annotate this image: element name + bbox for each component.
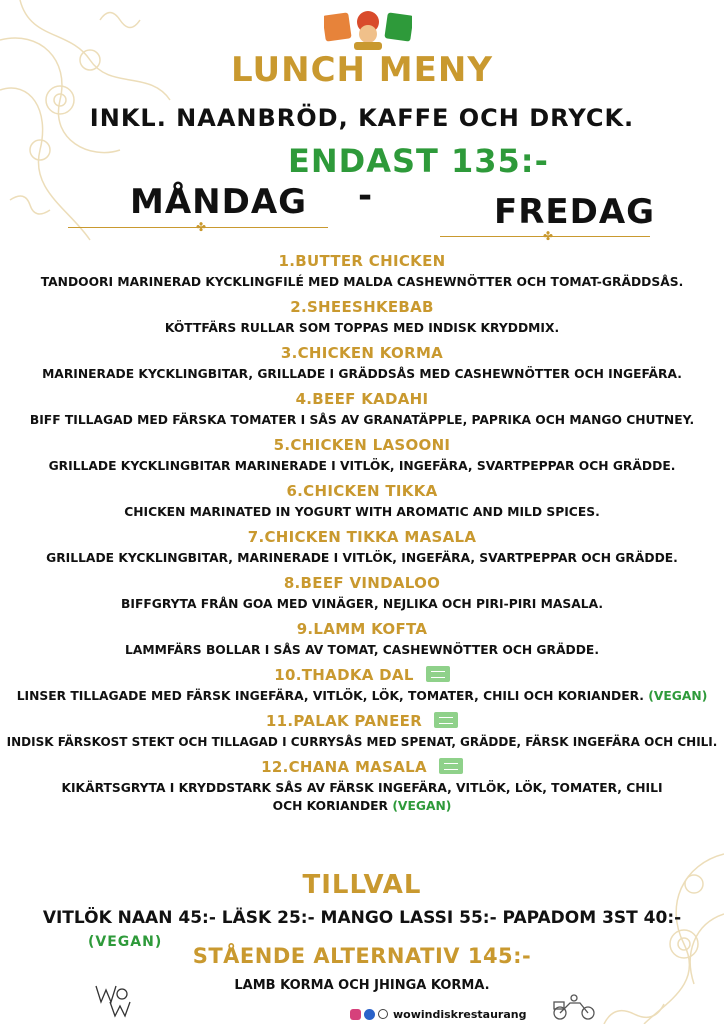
menu-title: LUNCH MENY: [231, 50, 493, 90]
menu-item: [0, 526, 724, 572]
menu-item-name: 11.PALAK PANEER: [265, 712, 423, 730]
menu-subtitle: INKL. NAANBRÖD, KAFFE OCH DRYCK.: [89, 104, 635, 132]
wow-signature-logo: [92, 972, 138, 1018]
menu-item-desc: TANDOORI MARINERAD KYCKLINGFILÉ MED MALDA CASHEWNÖTTER OCH TOMAT-GRÄDDSÅS.: [40, 275, 684, 289]
menu-item: [0, 296, 724, 342]
vegan-badge-icon: [439, 758, 463, 774]
menu-item: [0, 756, 724, 815]
vegan-label: (VEGAN): [392, 799, 452, 813]
menu-item-name: 6.CHICKEN TIKKA: [286, 482, 438, 500]
social-bar: [350, 1006, 527, 1022]
menu-item-desc-row: [0, 687, 724, 710]
vegan-badge-icon: [434, 712, 458, 728]
menu-item-name: 12.CHANA MASALA: [261, 758, 427, 776]
lunch-price: ENDAST 135:-: [288, 142, 549, 180]
menu-item-name: 5.CHICKEN LASOONI: [273, 436, 451, 454]
ornament-icon: ✤: [543, 229, 554, 243]
menu-list: [0, 250, 724, 815]
tillval-vegan-label: (VEGAN): [88, 934, 163, 950]
menu-item-desc: MARINERADE KYCKLINGBITAR, GRILLADE I GRÄDDSÅS MED CASHEWNÖTTER OCH INGEFÄRA.: [42, 367, 682, 381]
standing-title: STÅENDE ALTERNATIV 145:-: [192, 944, 532, 968]
menu-item-name: 2.SHEESHKEBAB: [290, 298, 434, 316]
menu-item-name-row: [0, 664, 724, 687]
menu-item-name: 7.CHICKEN TIKKA MASALA: [247, 528, 477, 546]
menu-item-name: 8.BEEF VINDALOO: [283, 574, 441, 592]
ornament-icon: ✤: [196, 220, 207, 234]
menu-item-desc: CHICKEN MARINATED IN YOGURT WITH AROMATIC AND MILD SPICES.: [124, 505, 600, 519]
menu-item-name: 9.LAMM KOFTA: [296, 620, 428, 638]
menu-item: [0, 250, 724, 296]
menu-item-desc: INDISK FÄRSKOST STEKT OCH TILLAGAD I CURRYSÅS MED SPENAT, GRÄDDE, FÄRSK INGEFÄRA OCH CHILI.: [6, 735, 718, 749]
facebook-icon[interactable]: [364, 1009, 375, 1020]
menu-item-desc: KÖTTFÄRS RULLAR SOM TOPPAS MED INDISK KRYDDMIX.: [164, 321, 560, 335]
menu-item: [0, 434, 724, 480]
menu-item-desc: GRILLADE KYCKLINGBITAR, MARINERADE I VITLÖK, INGEFÄRA, SVARTPEPPAR OCH GRÄDDE.: [46, 551, 678, 565]
tillval-title: TILLVAL: [302, 870, 422, 900]
social-handle[interactable]: wowindiskrestaurang: [393, 1007, 527, 1021]
restaurant-logo-icon: [324, 8, 412, 52]
menu-item-desc-cont: OCH KORIANDER: [272, 799, 389, 813]
menu-item-desc: KIKÄRTSGRYTA I KRYDDSTARK SÅS AV FÄRSK INGEFÄRA, VITLÖK, LÖK, TOMATER, CHILI: [61, 781, 663, 795]
day-dash: -: [358, 176, 374, 216]
menu-item-name: 1.BUTTER CHICKEN: [278, 252, 446, 270]
menu-item-desc: BIFFGRYTA FRÅN GOA MED VINÄGER, NEJLIKA OCH PIRI-PIRI MASALA.: [121, 597, 603, 611]
menu-item: [0, 388, 724, 434]
instagram-icon[interactable]: [350, 1009, 361, 1020]
menu-item: [0, 618, 724, 664]
menu-item-desc-row: [0, 779, 724, 815]
day-to: FREDAG: [494, 192, 656, 232]
menu-item-name: 3.CHICKEN KORMA: [280, 344, 444, 362]
menu-item: [0, 572, 724, 618]
menu-item-desc: BIFF TILLAGAD MED FÄRSKA TOMATER I SÅS AV GRANATÄPPLE, PAPRIKA OCH MANGO CHUTNEY.: [29, 413, 695, 427]
day-from: MÅNDAG: [130, 182, 308, 222]
menu-item-name-row: [0, 710, 724, 733]
vegan-label: (VEGAN): [648, 689, 708, 703]
menu-item-name: 4.BEEF KADAHI: [295, 390, 429, 408]
menu-item: [0, 664, 724, 710]
menu-item-desc: LINSER TILLAGADE MED FÄRSK INGEFÄRA, VITLÖK, LÖK, TOMATER, CHILI OCH KORIANDER.: [16, 689, 644, 703]
tillval-items: VITLÖK NAAN 45:- LÄSK 25:- MANGO LASSI 55:- PAPADOM 3ST 40:-: [42, 908, 682, 928]
menu-item-name: 10.THADKA DAL: [274, 666, 414, 684]
web-icon[interactable]: [378, 1009, 388, 1019]
menu-item-name-row: [0, 756, 724, 779]
standing-desc: LAMB KORMA OCH JHINGA KORMA.: [234, 978, 490, 993]
menu-item: [0, 710, 724, 756]
delivery-bike-icon: [552, 994, 596, 1020]
menu-item: [0, 342, 724, 388]
menu-item-desc: GRILLADE KYCKLINGBITAR MARINERADE I VITLÖK, INGEFÄRA, SVARTPEPPAR OCH GRÄDDE.: [48, 459, 676, 473]
vegan-badge-icon: [426, 666, 450, 682]
menu-item: [0, 480, 724, 526]
menu-item-desc: LAMMFÄRS BOLLAR I SÅS AV TOMAT, CASHEWNÖTTER OCH GRÄDDE.: [125, 643, 599, 657]
